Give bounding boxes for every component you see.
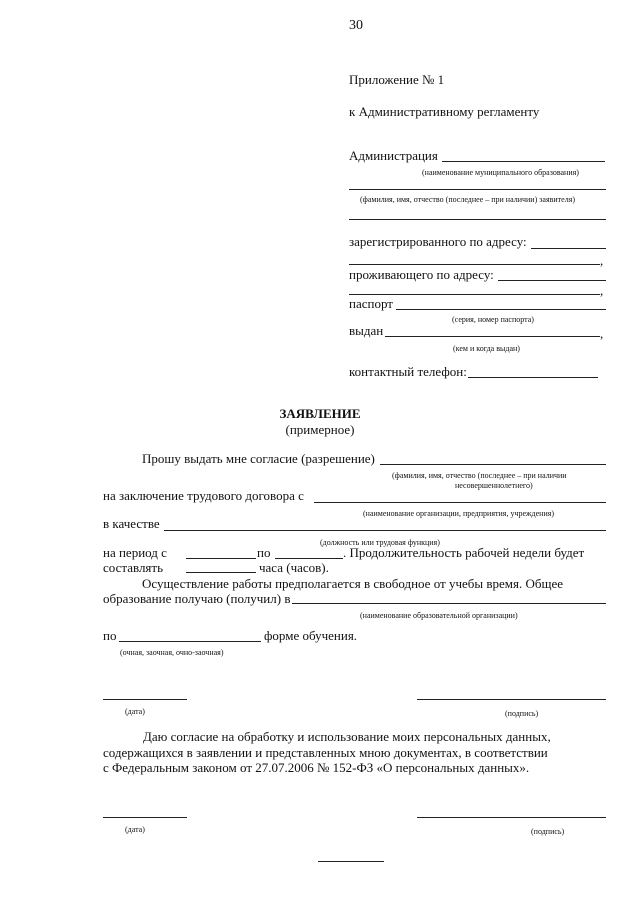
date-hint-1: (дата) xyxy=(125,707,145,716)
date-field-2[interactable] xyxy=(103,817,187,818)
study-form-field[interactable] xyxy=(119,641,261,642)
phone-label: контактный телефон: xyxy=(349,364,467,379)
comma: , xyxy=(600,326,604,341)
signature-field-1[interactable] xyxy=(417,699,606,700)
education-org-field[interactable] xyxy=(292,603,606,604)
bottom-separator xyxy=(318,861,384,862)
period-from-field[interactable] xyxy=(186,558,256,559)
regulation-label: к Административному регламенту xyxy=(349,104,540,119)
living-address-label: проживающего по адресу: xyxy=(349,267,494,282)
period-to-field[interactable] xyxy=(275,558,343,559)
form-suffix: форме обучения. xyxy=(264,628,358,643)
organization-field[interactable] xyxy=(314,502,606,503)
passport-label: паспорт xyxy=(349,296,393,311)
administration-label: Администрация xyxy=(349,148,438,163)
consent-line-1: Даю согласие на обработку и использование моих персональных данных, xyxy=(143,729,551,744)
amount-label: составлять xyxy=(103,560,164,575)
issued-hint: (кем и когда выдан) xyxy=(453,344,520,353)
capacity-text: в качестве xyxy=(103,516,160,531)
applicant-name-hint: (фамилия, имя, отчество (последнее – при наличии) заявителя) xyxy=(360,195,576,204)
position-field[interactable] xyxy=(164,530,606,531)
minor-hint-1: (фамилия, имя, отчество (последнее – при наличии xyxy=(392,471,567,480)
request-text: Прошу выдать мне согласие (разрешение) xyxy=(142,451,375,466)
minor-hint-2: несовершеннолетнего) xyxy=(455,481,533,490)
living-address-field-2[interactable] xyxy=(349,294,600,295)
period-from-label: на период с xyxy=(103,545,167,560)
consent-line-2: содержащихся в заявлении и представленных мною документах, в соответствии xyxy=(103,745,548,760)
organization-hint: (наименование организации, предприятия, учреждения) xyxy=(363,509,555,518)
signature-field-2[interactable] xyxy=(417,817,606,818)
hours-label: часа (часов). xyxy=(259,560,329,575)
comma: , xyxy=(600,283,604,298)
appendix-label: Приложение № 1 xyxy=(349,72,445,87)
applicant-name-field-2[interactable] xyxy=(349,219,606,220)
work-free-time-text: Осуществление работы предполагается в свободное от учебы время. Общее xyxy=(142,576,564,591)
registered-address-field[interactable] xyxy=(531,248,606,249)
education-text: образование получаю (получил) в xyxy=(103,591,291,606)
passport-hint: (серия, номер паспорта) xyxy=(452,315,534,324)
municipality-hint: (наименование муниципального образования) xyxy=(422,168,579,177)
issued-label: выдан xyxy=(349,323,384,338)
consent-line-3: с Федеральным законом от 27.07.2006 № 152-ФЗ «О персональных данных». xyxy=(103,760,530,775)
document-subtitle: (примерное) xyxy=(285,422,355,437)
minor-name-field[interactable] xyxy=(380,464,606,465)
phone-field[interactable] xyxy=(468,377,598,378)
signature-hint-2: (подпись) xyxy=(531,827,565,836)
date-hint-2: (дата) xyxy=(125,825,145,834)
applicant-name-field[interactable] xyxy=(349,189,606,190)
passport-field[interactable] xyxy=(396,309,606,310)
registered-address-label: зарегистрированного по адресу: xyxy=(349,234,527,249)
living-address-field[interactable] xyxy=(498,280,606,281)
education-org-hint: (наименование образовательной организации) xyxy=(360,611,518,620)
page-number: 30 xyxy=(349,18,363,33)
signature-hint-1: (подпись) xyxy=(505,709,539,718)
form-prefix: по xyxy=(103,628,117,643)
date-field-1[interactable] xyxy=(103,699,187,700)
period-to-label: по xyxy=(257,545,271,560)
document-title: ЗАЯВЛЕНИЕ xyxy=(279,406,361,421)
study-form-hint: (очная, заочная, очно-заочная) xyxy=(120,648,224,657)
hours-field[interactable] xyxy=(186,572,256,573)
registered-address-field-2[interactable] xyxy=(349,264,600,265)
issued-field[interactable] xyxy=(385,336,600,337)
administration-field[interactable] xyxy=(442,161,605,162)
week-duration-text: . Продолжительность рабочей недели будет xyxy=(343,545,585,560)
comma: , xyxy=(600,253,604,268)
contract-text: на заключение трудового договора с xyxy=(103,488,304,503)
position-hint: (должность или трудовая функция) xyxy=(320,538,440,547)
